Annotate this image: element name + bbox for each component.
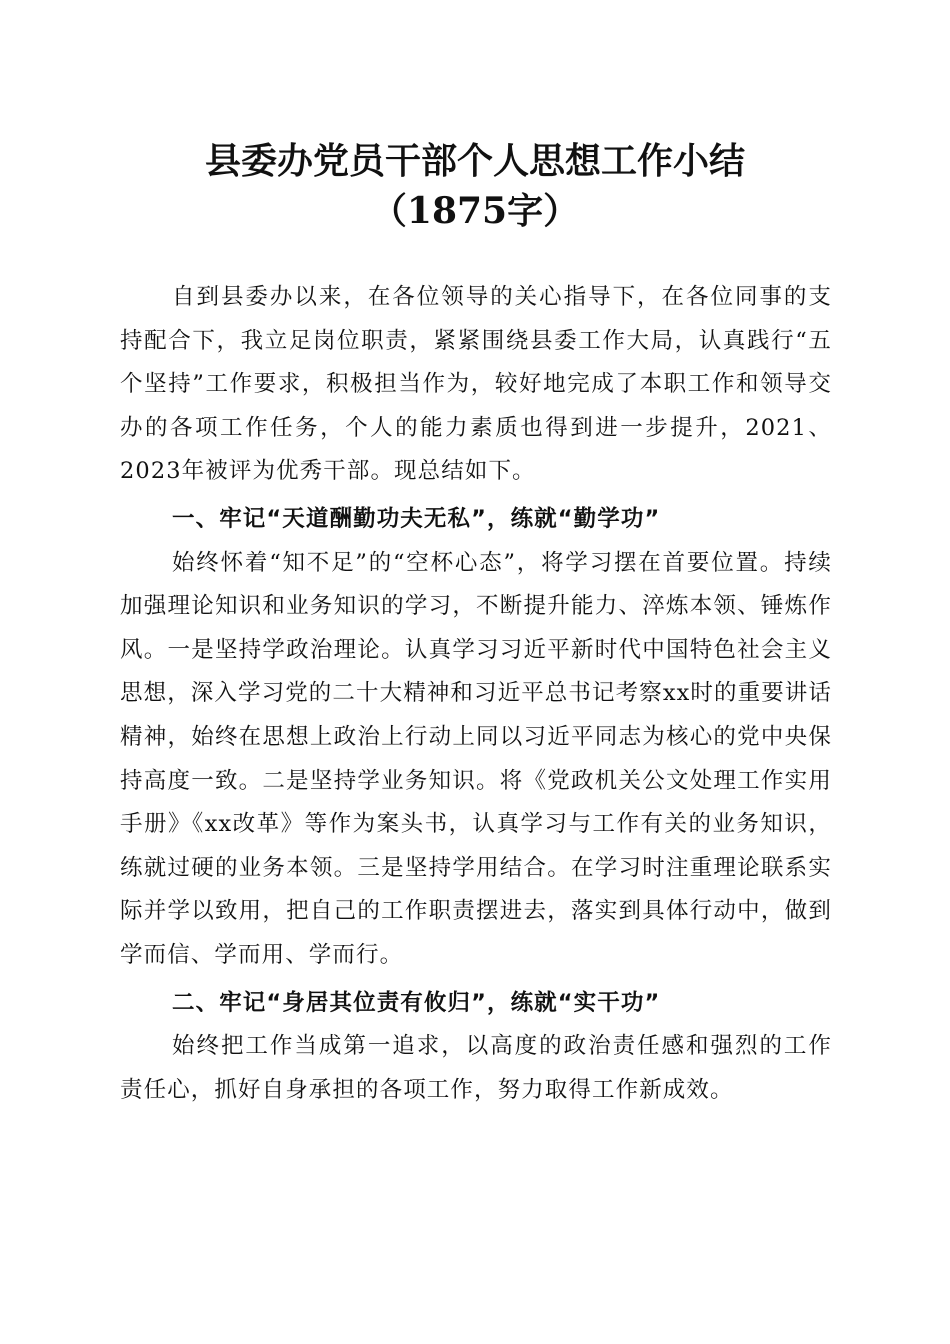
intro-paragraph: 自到县委办以来，在各位领导的关心指导下，在各位同事的支持配合下，我立足岗位职责，紧紧围绕县委工作大局，认真践行“五个坚持”工作要求，积极担当作为，较好地完成了本职工作和领导交办的各项工作任务，个人的能力素质也得到进一步提升，2021、2023年被评为优秀干部。现总结如下。 [120,284,832,485]
section-2-paragraph: 始终把工作当成第一追求，以高度的政治责任感和强烈的工作责任心，抓好自身承担的各项工作，努力取得工作新成效。 [120,1033,832,1103]
section-heading-1: 一、牢记“天道酬勤功夫无私”，练就“勤学功” [172,505,661,532]
document-body [120,276,832,1112]
section-1-paragraph: 始终怀着“知不足”的“空杯心态”，将学习摆在首要位置。持续加强理论知识和业务知识的学习，不断提升能力、淬炼本领、锤炼作风。一是坚持学政治理论。认真学习习近平新时代中国特色社会主义思想，深入学习党的二十大精神和习近平总书记考察xx时的重要讲话精神，始终在思想上政治上行动上同以习近平同志为核心的党中央保持高度一致。二是坚持学业务知识。将《党政机关公文处理工作实用手册》《xx改革》等作为案头书，认真学习与工作有关的业务知识，练就过硬的业务本领。三是坚持学用结合。在学习时注重理论联系实际并学以致用，把自己的工作职责摆进去，落实到具体行动中，做到学而信、学而用、学而行。 [120,549,832,968]
document-title: 县委办党员干部个人思想工作小结（1875字） [204,140,745,232]
section-heading-2: 二、牢记“身居其位责有攸归”，练就“实干功” [172,989,661,1016]
